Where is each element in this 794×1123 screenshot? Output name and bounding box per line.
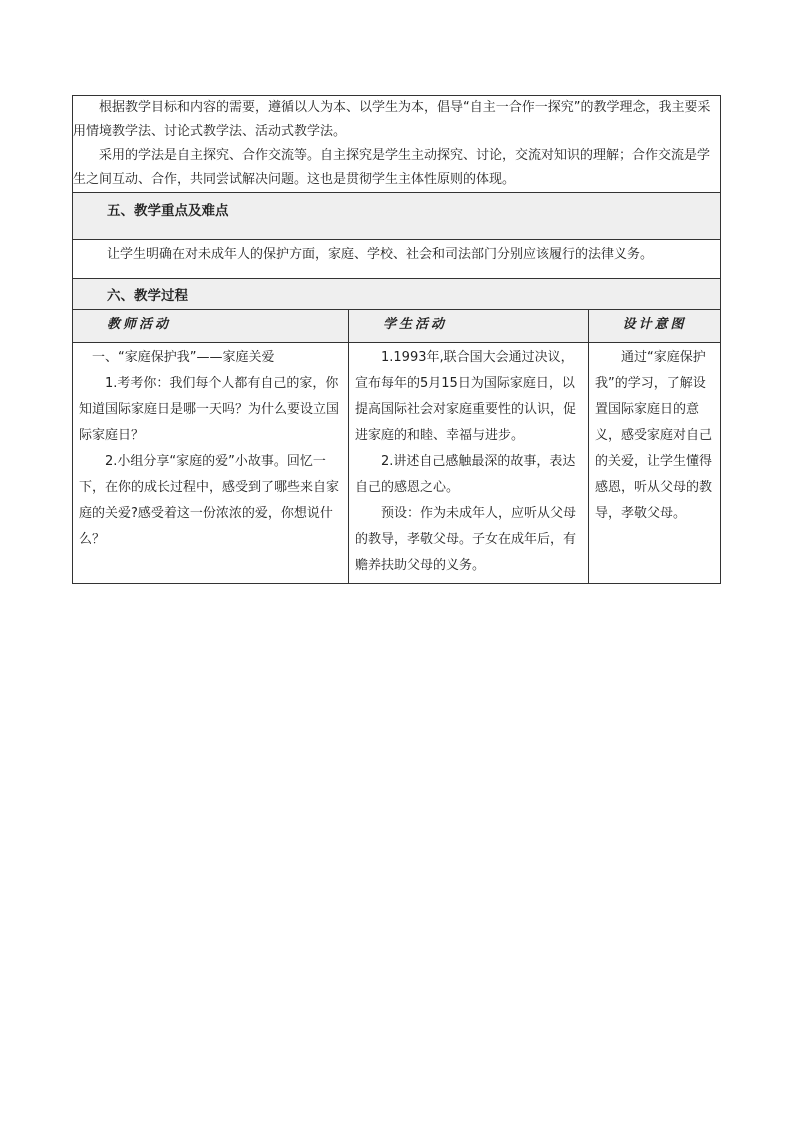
teacher-activity-heading: 一、“家庭保护我”——家庭关爱 [92,350,275,365]
lesson-plan-table [72,95,721,584]
student-activity-header: 学生活动 [383,317,448,332]
design-intent-header: 设计意图 [622,317,687,332]
teacher-activity-item-1: 1.考考你：我们每个人都有自己的家，你知道国际家庭日是哪一天吗？为什么要设立国际家庭日？ [79,376,340,443]
lesson-plan-page [72,95,720,584]
section-five-header-row [73,193,721,240]
teacher-activity-item-2: 2.小组分享“家庭的爱”小故事。回忆一下，在你的成长过程中，感受到了哪些来自家庭的关爱?感受着这一份浓浓的爱，你想说什么？ [79,454,340,547]
section-five-content-row [73,240,721,279]
teacher-activity-cell [73,343,349,584]
student-activity-item-1: 1.1993年,联合国大会通过决议，宣布每年的5月15日为国际家庭日，以提高国际社会对家庭重要性的认识，促进家庭的和睦、幸福与进步。 [355,350,577,443]
teacher-activity-header: 教师活动 [107,317,172,332]
section-six-header-row [73,279,721,310]
teaching-method-paragraph: 根据教学目标和内容的需要，遵循以人为本、以学生为本，倡导“自主一合作一探究”的教学理念，我主要采用情境教学法、讨论式教学法、活动式教学法。 [73,100,711,139]
section-six-title: 六、教学过程 [107,288,188,304]
student-activity-cell [349,343,589,584]
key-points-text: 让学生明确在对未成年人的保护方面，家庭、学校、社会和司法部门分别应该履行的法律义务。 [107,247,654,262]
column-header-row [73,310,721,343]
design-intent-cell [589,343,721,584]
teaching-method-cell [73,96,721,193]
learning-method-paragraph: 采用的学法是自主探究、合作交流等。自主探究是学生主动探究、讨论，交流对知识的理解；合作交流是学生之间互动、合作，共同尝试解决问题。这也是贯彻学生主体性原则的体现。 [73,148,711,187]
process-content-row [73,343,721,584]
student-activity-item-2: 2.讲述自己感触最深的故事，表达自己的感恩之心。 [355,454,576,495]
design-intent-text: 通过“家庭保护我”的学习，了解设置国际家庭日的意义，感受家庭对自己的关爱，让学生懂得感恩，听从父母的教导，孝敬父母。 [595,350,713,521]
section-five-title: 五、教学重点及难点 [107,203,229,219]
teaching-method-row [73,96,721,193]
student-activity-preset: 预设：作为未成年人，应听从父母的教导，孝敬父母。子女在成年后，有赡养扶助父母的义务。 [355,506,577,573]
